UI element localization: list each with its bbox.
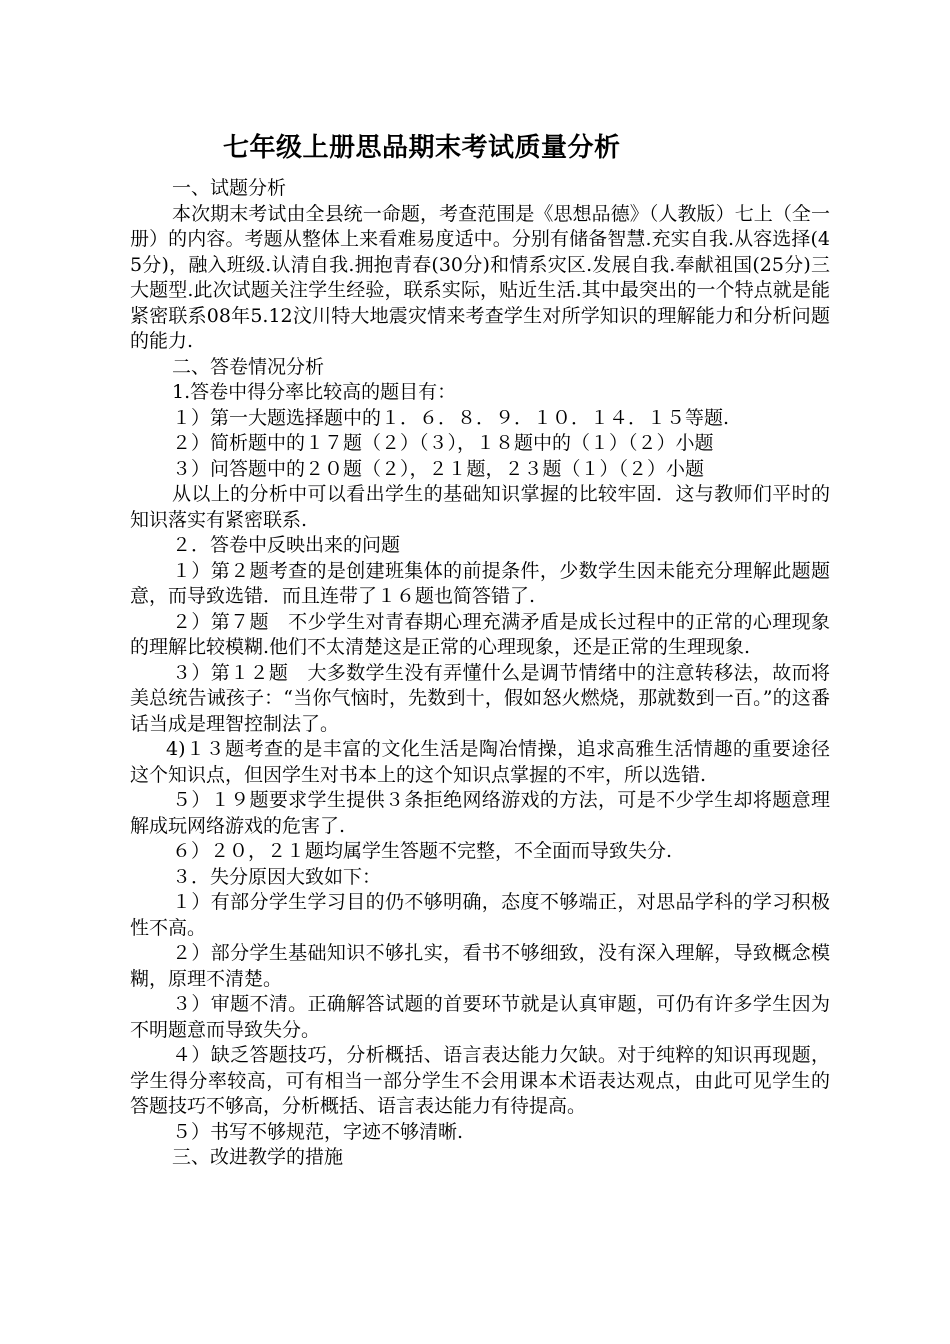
list-item: ２）简析题中的１７题（２）（３），１８题中的（１）（２）小题 [172, 432, 714, 454]
list-item: ５）１９题要求学生提供３条拒绝网络游戏的方法，可是不少学生却将题意理解成玩网络游戏的危害了. [130, 789, 830, 837]
section-heading-1: 一、试题分析 [172, 177, 287, 199]
document-title: 七年级上册思品期末考试质量分析 [223, 133, 621, 163]
list-item: ３）审题不清。正确解答试题的首要环节就是认真审题，可仍有许多学生因为不明题意而导致失分。 [130, 993, 830, 1041]
document-page [130, 128, 830, 1171]
section-heading-3: 三、改进教学的措施 [172, 1146, 344, 1168]
list-item: ２）部分学生基础知识不够扎实，看书不够细致，没有深入理解，导致概念模糊，原理不清楚。 [130, 942, 830, 990]
list-item: １）第一大题选择题中的１．６．８．９．１０．１４．１５等题. [172, 406, 730, 429]
list-item: 4)１３题考查的是丰富的文化生活是陶冶情操，追求高雅生活情趣的重要途径这个知识点，但因学生对书本上的这个知识点掌握的不牢，所以选错. [130, 738, 830, 786]
list-item: ４）缺乏答题技巧，分析概括、语言表达能力欠缺。对于纯粹的知识再现题，学生得分率较高，可有相当一部分学生不会用课本术语表达观点，由此可见学生的答题技巧不够高，分析概括、语言表达能力有待提高。 [130, 1044, 830, 1117]
list-item: ５）书写不够规范，字迹不够清晰. [172, 1120, 464, 1143]
subheading: ２．答卷中反映出来的问题 [172, 534, 401, 556]
section-heading-2: 二、答卷情况分析 [172, 355, 325, 378]
subheading: 1.答卷中得分率比较高的题目有： [172, 381, 457, 403]
list-item: １）第２题考查的是创建班集体的前提条件，少数学生因未能充分理解此题题意，而导致选错．而且连带了１６题也简答错了. [130, 559, 830, 607]
list-item: ３）问答题中的２０题（２），２１题，２３题（１）（２）小题 [172, 457, 705, 480]
list-item: ２）第７题 不少学生对青春期心理充满矛盾是成长过程中的正常的心理现象的理解比较模糊.他们不太清楚这是正常的心理现象，还是正常的生理现象. [130, 610, 830, 658]
paragraph: 从以上的分析中可以看出学生的基础知识掌握的比较牢固．这与教师们平时的知识落实有紧密联系. [130, 483, 830, 531]
subheading: ３．失分原因大致如下： [172, 865, 382, 888]
list-item: １）有部分学生学习目的仍不够明确，态度不够端正，对思品学科的学习积极性不高。 [130, 891, 830, 939]
paragraph: 本次期末考试由全县统一命题，考查范围是《思想品德》（人教版）七上（全一册）的内容。考题从整体上来看难易度适中。分别有储备智慧.充实自我.从容选择(45分)，融入班级.认清自我.拥抱青春(30分)和情系灾区.发展自我.奉献祖国(25分)三大题型.此次试题关注学生经验，联系实际，贴近生活.其中最突出的一个特点就是能紧密联系08年5.12汶川特大地震灾情来考查学生对所学知识的理解能力和分析问题的能力. [130, 202, 830, 352]
list-item: ６）２０，２１题均属学生答题不完整，不全面而导致失分. [172, 840, 673, 862]
list-item: ３）第１２题 大多数学生没有弄懂什么是调节情绪中的注意转移法，故而将美总统告诫孩子：“当你气恼时，先数到十，假如怒火燃烧，那就数到一百。”的这番话当成是理智控制法了。 [130, 661, 830, 735]
